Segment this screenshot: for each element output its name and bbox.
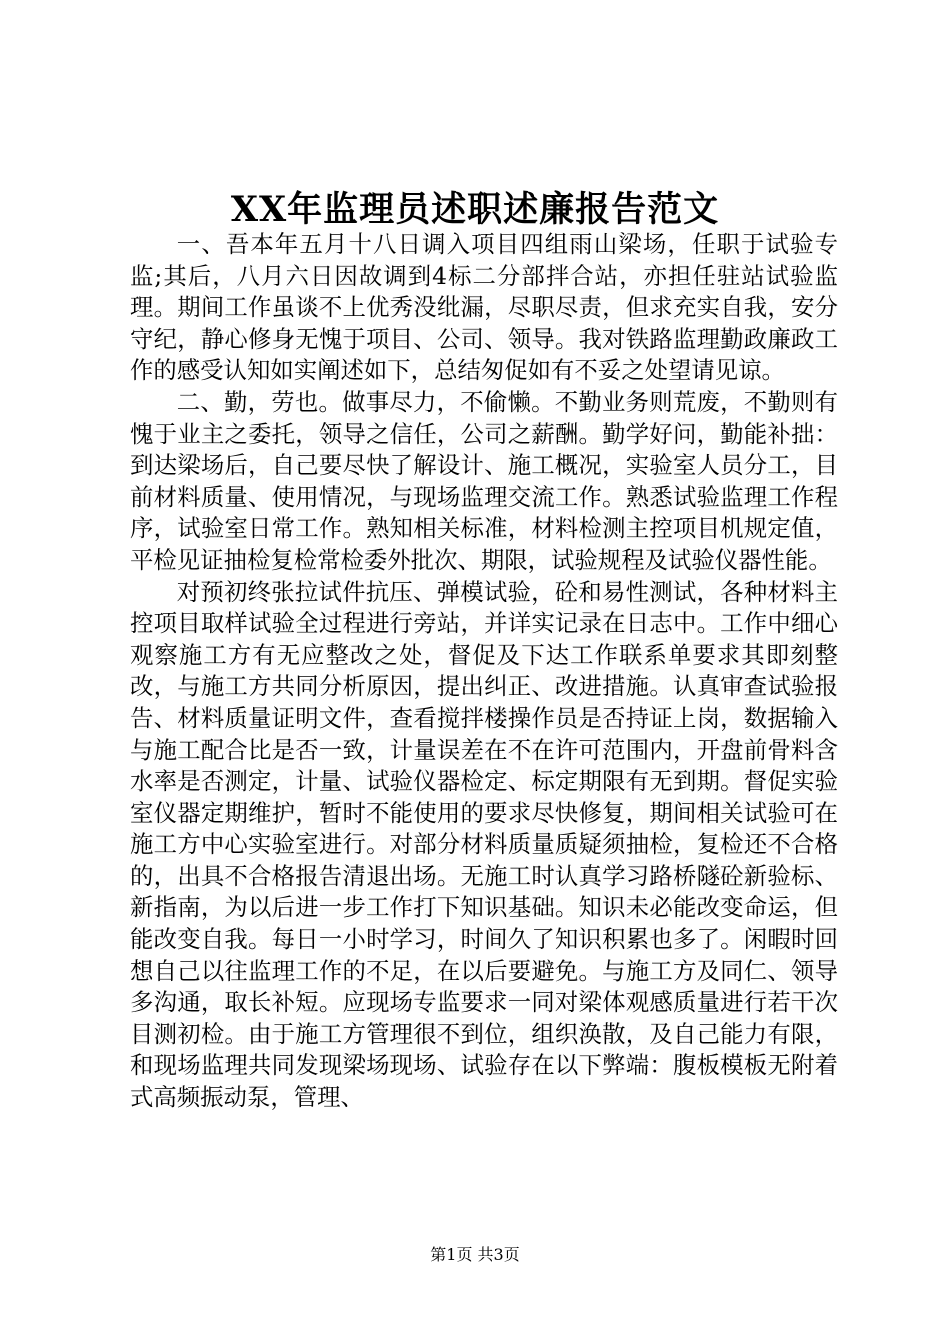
paragraph-3: 对预初终张拉试件抗压、弹模试验，砼和易性测试，各种材料主控项目取样试验全过程进行旁站，并详实记录在日志中。工作中细心观察施工方有无应整改之处，督促及下达工作联系单要求其即刻整改，与施工方共同分析原因，提出纠正、改进措施。认真审查试验报告、材料质量证明文件，查看搅拌楼操作员是否持证上岗，数据输入与施工配合比是否一致，计量误差在不在许可范围内，开盘前骨料含水率是否测定，计量、试验仪器检定、标定期限有无到期。督促实验室仪器定期维护，暂时不能使用的要求尽快修复，期间相关试验可在施工方中心实验室进行。对部分材料质量质疑须抽检，复检还不合格的，出具不合格报告清退出场。无施工时认真学习路桥隧砼新验标、新指南，为以后进一步工作打下知识基础。知识未必能改变命运，但能改变自我。每日一小时学习，时间久了知识积累也多了。闲暇时回想自己以往监理工作的不足，在以后要避免。与施工方及同仁、领导多沟通，取长补短。应现场专监要求一同对梁体观感质量进行若干次目测初检。由于施工方管理很不到位，组织涣散，及自己能力有限，和现场监理共同发现梁场现场、试验存在以下弊端：腹板模板无附着式高频振动泵，管理、 (130, 577, 838, 1112)
paragraph-1: 一、吾本年五月十八日调入项目四组雨山梁场，任职于试验专监;其后，八月六日因故调到4标二分部拌合站，亦担任驻站试验监理。期间工作虽谈不上优秀没纰漏，尽职尽责，但求充实自我，安分守纪，静心修身无愧于项目、公司、领导。我对铁路监理勤政廉政工作的感受认知如实阐述如下，总结匆促如有不妥之处望请见谅。 (130, 230, 838, 385)
document-title: XX年监理员述职述廉报告范文 (230, 189, 720, 230)
document-body (130, 229, 838, 1114)
page-footer: 第1页 共3页 (430, 1245, 520, 1264)
paragraph-2: 二、勤，劳也。做事尽力，不偷懒。不勤业务则荒废，不勤则有愧于业主之委托，领导之信任，公司之薪酬。勤学好问，勤能补拙：到达梁场后，自己要尽快了解设计、施工概况，实验室人员分工，目前材料质量、使用情况，与现场监理交流工作。熟悉试验监理工作程序，试验室日常工作。熟知相关标准，材料检测主控项目机规定值，平检见证抽检复检常检委外批次、期限，试验规程及试验仪器性能。 (130, 387, 838, 574)
